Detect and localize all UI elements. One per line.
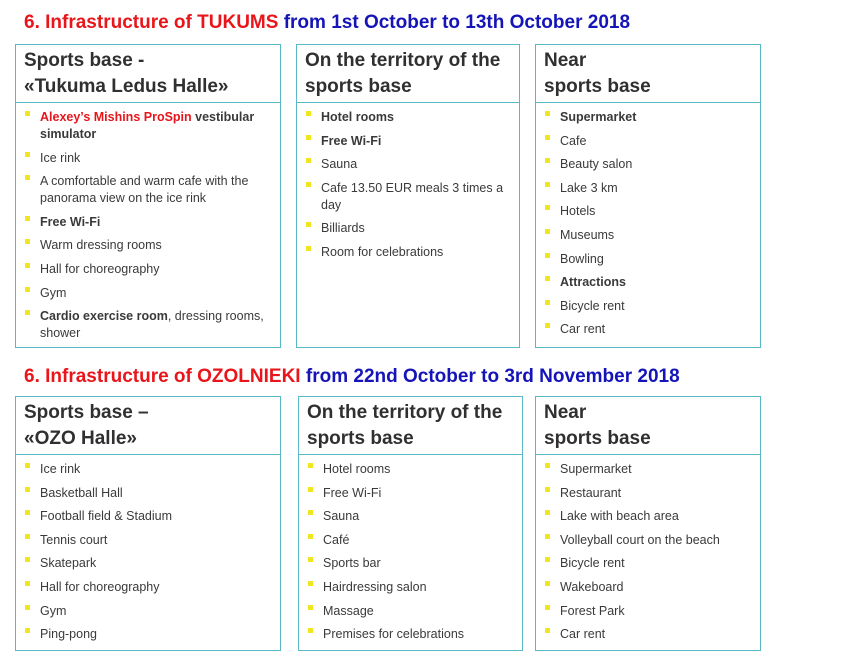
bullet-icon: [545, 158, 550, 163]
bullet-icon: [25, 605, 30, 610]
bullet-icon: [545, 300, 550, 305]
feature-list: [299, 455, 522, 643]
list-item: Hall for choreography: [22, 261, 274, 278]
list-item: Ping-pong: [22, 626, 274, 643]
list-item: Bicycle rent: [542, 555, 754, 572]
list-item: Free Wi-Fi: [303, 133, 513, 150]
list-item: Premises for celebrations: [305, 626, 516, 643]
bullet-icon: [306, 111, 311, 116]
list-item: Café: [305, 532, 516, 549]
list-item: Football field & Stadium: [22, 508, 274, 525]
bullet-icon: [308, 581, 313, 586]
bullet-icon: [545, 534, 550, 539]
tukums-near-card: [535, 44, 761, 348]
bullet-icon: [308, 463, 313, 468]
list-item: Supermarket: [542, 461, 754, 478]
bullet-icon: [308, 557, 313, 562]
list-item: Lake with beach area: [542, 508, 754, 525]
bullet-icon: [545, 111, 550, 116]
ozolnieki-territory-card: [298, 396, 523, 651]
list-item: Cardio exercise room, dressing rooms, shower: [22, 308, 274, 342]
tukums-heading: [24, 12, 630, 34]
feature-list: [536, 455, 760, 643]
bullet-icon: [25, 310, 30, 315]
list-item: Hotels: [542, 203, 754, 220]
list-item: Warm dressing rooms: [22, 237, 274, 254]
list-item: Attractions: [542, 274, 754, 291]
tukums-heading-dates: from 1st October to 13th October 2018: [283, 12, 631, 33]
bullet-icon: [306, 182, 311, 187]
bullet-icon: [545, 487, 550, 492]
bullet-icon: [25, 152, 30, 157]
card-title: Near sports base: [536, 45, 760, 103]
list-item: Bowling: [542, 251, 754, 268]
list-item: Tennis court: [22, 532, 274, 549]
bullet-icon: [25, 463, 30, 468]
card-title: On the territory of the sports base: [299, 397, 522, 455]
bullet-icon: [545, 205, 550, 210]
list-item: Car rent: [542, 321, 754, 338]
bullet-icon: [308, 605, 313, 610]
bullet-icon: [545, 605, 550, 610]
bullet-icon: [545, 276, 550, 281]
list-item: Basketball Hall: [22, 485, 274, 502]
card-title: On the territory of the sports base: [297, 45, 519, 103]
card-title: Sports base – «OZO Halle»: [16, 397, 280, 455]
list-item: Forest Park: [542, 603, 754, 620]
list-item: Alexey’s Mishins ProSpin vestibular simulator: [22, 109, 274, 143]
feature-list: [536, 103, 760, 338]
tukums-heading-title: 6. Infrastructure of TUKUMS: [24, 12, 279, 33]
list-item: Restaurant: [542, 485, 754, 502]
list-item: Cafe 13.50 EUR meals 3 times a day: [303, 180, 513, 214]
bullet-icon: [25, 487, 30, 492]
ozolnieki-heading-dates: from 22nd October to 3rd November 2018: [305, 366, 680, 387]
bullet-icon: [308, 628, 313, 633]
list-item: Free Wi-Fi: [22, 214, 274, 231]
bullet-icon: [545, 182, 550, 187]
bullet-icon: [25, 216, 30, 221]
tukums-sports-base-card: [15, 44, 281, 348]
bullet-icon: [25, 534, 30, 539]
list-item: Room for celebrations: [303, 244, 513, 261]
list-item: Hairdressing salon: [305, 579, 516, 596]
bullet-icon: [306, 222, 311, 227]
bullet-icon: [545, 135, 550, 140]
bullet-icon: [25, 239, 30, 244]
list-item: Gym: [22, 285, 274, 302]
ozolnieki-sports-base-card: [15, 396, 281, 651]
list-item: A comfortable and warm cafe with the panorama view on the ice rink: [22, 173, 274, 207]
list-item: Volleyball court on the beach: [542, 532, 754, 549]
bullet-icon: [25, 581, 30, 586]
card-title: Near sports base: [536, 397, 760, 455]
bullet-icon: [545, 510, 550, 515]
bullet-icon: [545, 581, 550, 586]
bullet-icon: [25, 628, 30, 633]
list-item: Hotel rooms: [305, 461, 516, 478]
bullet-icon: [306, 158, 311, 163]
bullet-icon: [545, 229, 550, 234]
list-item: Billiards: [303, 220, 513, 237]
list-item: Beauty salon: [542, 156, 754, 173]
list-item: Skatepark: [22, 555, 274, 572]
bullet-icon: [25, 263, 30, 268]
bullet-icon: [545, 323, 550, 328]
bullet-icon: [25, 557, 30, 562]
bullet-icon: [306, 246, 311, 251]
list-item: Wakeboard: [542, 579, 754, 596]
feature-list: [16, 455, 280, 643]
bullet-icon: [306, 135, 311, 140]
list-item: Ice rink: [22, 461, 274, 478]
bullet-icon: [25, 111, 30, 116]
bullet-icon: [25, 287, 30, 292]
bullet-icon: [25, 510, 30, 515]
list-item: Hotel rooms: [303, 109, 513, 126]
bullet-icon: [545, 463, 550, 468]
bullet-icon: [545, 557, 550, 562]
ozolnieki-near-card: [535, 396, 761, 651]
card-title: Sports base - «Tukuma Ledus Halle»: [16, 45, 280, 103]
list-item: Bicycle rent: [542, 298, 754, 315]
bullet-icon: [308, 534, 313, 539]
list-item: Supermarket: [542, 109, 754, 126]
bullet-icon: [308, 510, 313, 515]
list-item: Cafe: [542, 133, 754, 150]
list-item: Museums: [542, 227, 754, 244]
list-item: Massage: [305, 603, 516, 620]
ozolnieki-heading: [24, 366, 680, 388]
list-item: Free Wi-Fi: [305, 485, 516, 502]
list-item: Sports bar: [305, 555, 516, 572]
list-item: Sauna: [303, 156, 513, 173]
bullet-icon: [308, 487, 313, 492]
bullet-icon: [545, 628, 550, 633]
list-item: Gym: [22, 603, 274, 620]
tukums-territory-card: [296, 44, 520, 348]
bullet-icon: [25, 175, 30, 180]
feature-list: [16, 103, 280, 342]
list-item: Ice rink: [22, 150, 274, 167]
feature-list: [297, 103, 519, 261]
list-item: Car rent: [542, 626, 754, 643]
bullet-icon: [545, 253, 550, 258]
ozolnieki-heading-title: 6. Infrastructure of OZOLNIEKI: [24, 366, 301, 387]
list-item: Sauna: [305, 508, 516, 525]
list-item: Lake 3 km: [542, 180, 754, 197]
list-item: Hall for choreography: [22, 579, 274, 596]
